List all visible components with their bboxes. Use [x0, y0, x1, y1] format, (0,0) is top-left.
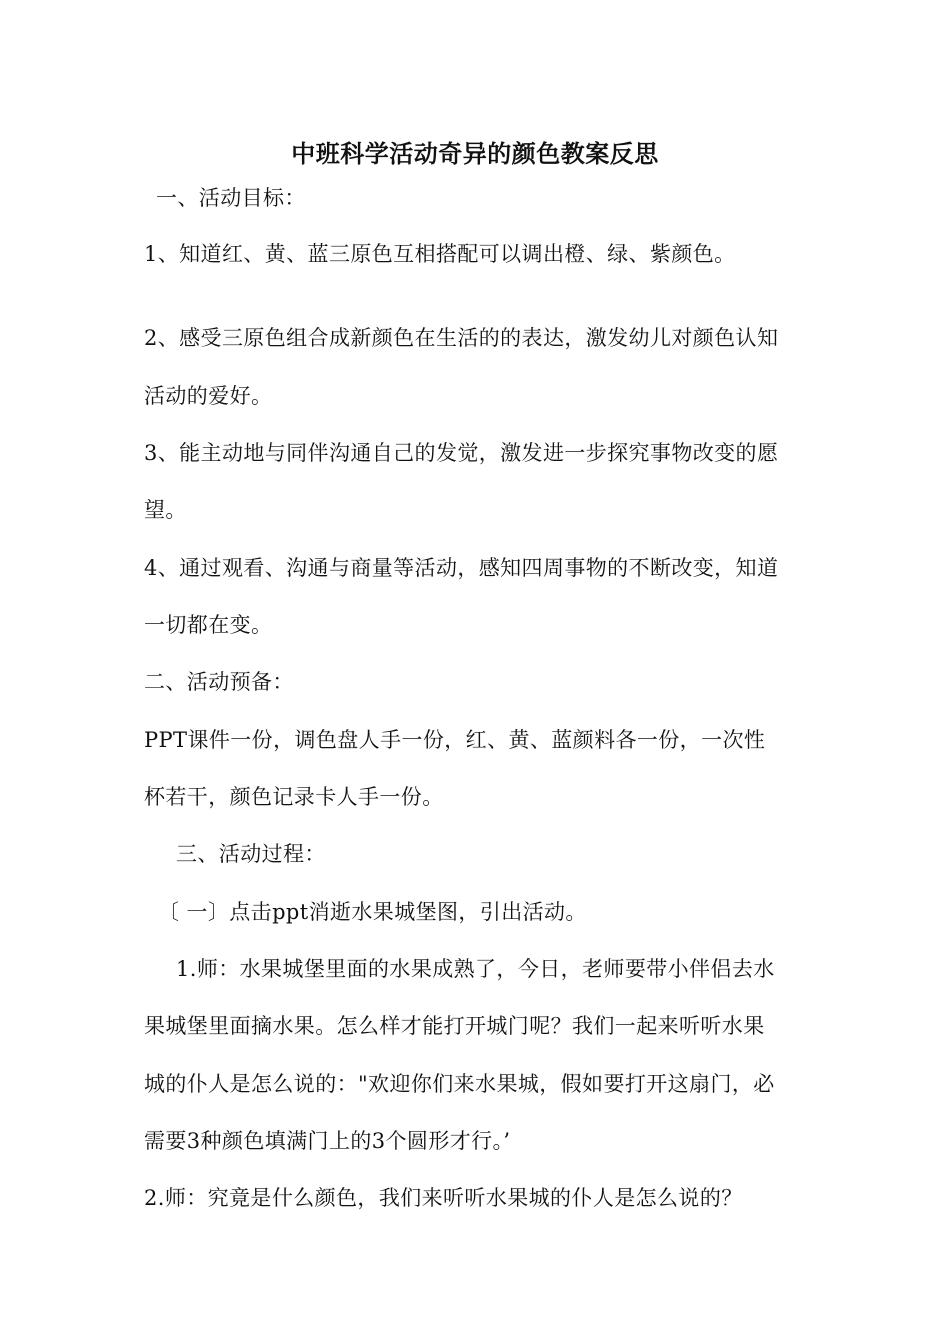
heading-process: 三、活动过程：: [176, 842, 326, 866]
paragraph-line: 1、知道红、黄、蓝三原色互相搭配可以调出橙、绿、紫颜色。: [144, 242, 736, 266]
paragraph-line: 2、感受三原色组合成新颜色在生活的的表达，激发幼儿对颜色认知: [144, 326, 779, 350]
paragraph-line: 3、能主动地与同伴沟通自己的发觉，激发进一步探究事物改变的愿: [144, 441, 779, 465]
paragraph-line: 2.师：究竟是什么颜色，我们来听听水果城的仆人是怎么说的？: [144, 1186, 743, 1210]
paragraph-line: 1.师：水果城堡里面的水果成熟了，今日，老师要带小伴侣去水: [176, 957, 775, 981]
heading-objectives: 一、活动目标：: [156, 186, 306, 210]
paragraph-line: 城的仆人是怎么说的："欢迎你们来水果城，假如要打开这扇门，必: [144, 1072, 775, 1096]
paragraph-line: 望。: [144, 498, 187, 522]
paragraph-line: 活动的爱好。: [144, 384, 273, 408]
paragraph-line: 果城堡里面摘水果。怎么样才能打开城门呢？我们一起来听听水果: [144, 1014, 765, 1038]
paragraph-line: PPT课件一份，调色盘人手一份，红、黄、蓝颜料各一份，一次性: [144, 728, 766, 752]
paragraph-line: 需要3种颜色填满门上的3个圆形才行。’: [144, 1129, 511, 1153]
paragraph-line: 一切都在变。: [144, 613, 273, 637]
paragraph-line: 4、通过观看、沟通与商量等活动，感知四周事物的不断改变，知道: [144, 556, 779, 580]
heading-preparation: 二、活动预备：: [144, 670, 294, 694]
paragraph-line: 杯若干，颜色记录卡人手一份。: [144, 785, 444, 809]
paragraph-line: 〔 一〕点击ppt消逝水果城堡图，引出活动。: [158, 900, 587, 924]
document-title: 中班科学活动奇异的颜色教案反思: [291, 139, 659, 168]
